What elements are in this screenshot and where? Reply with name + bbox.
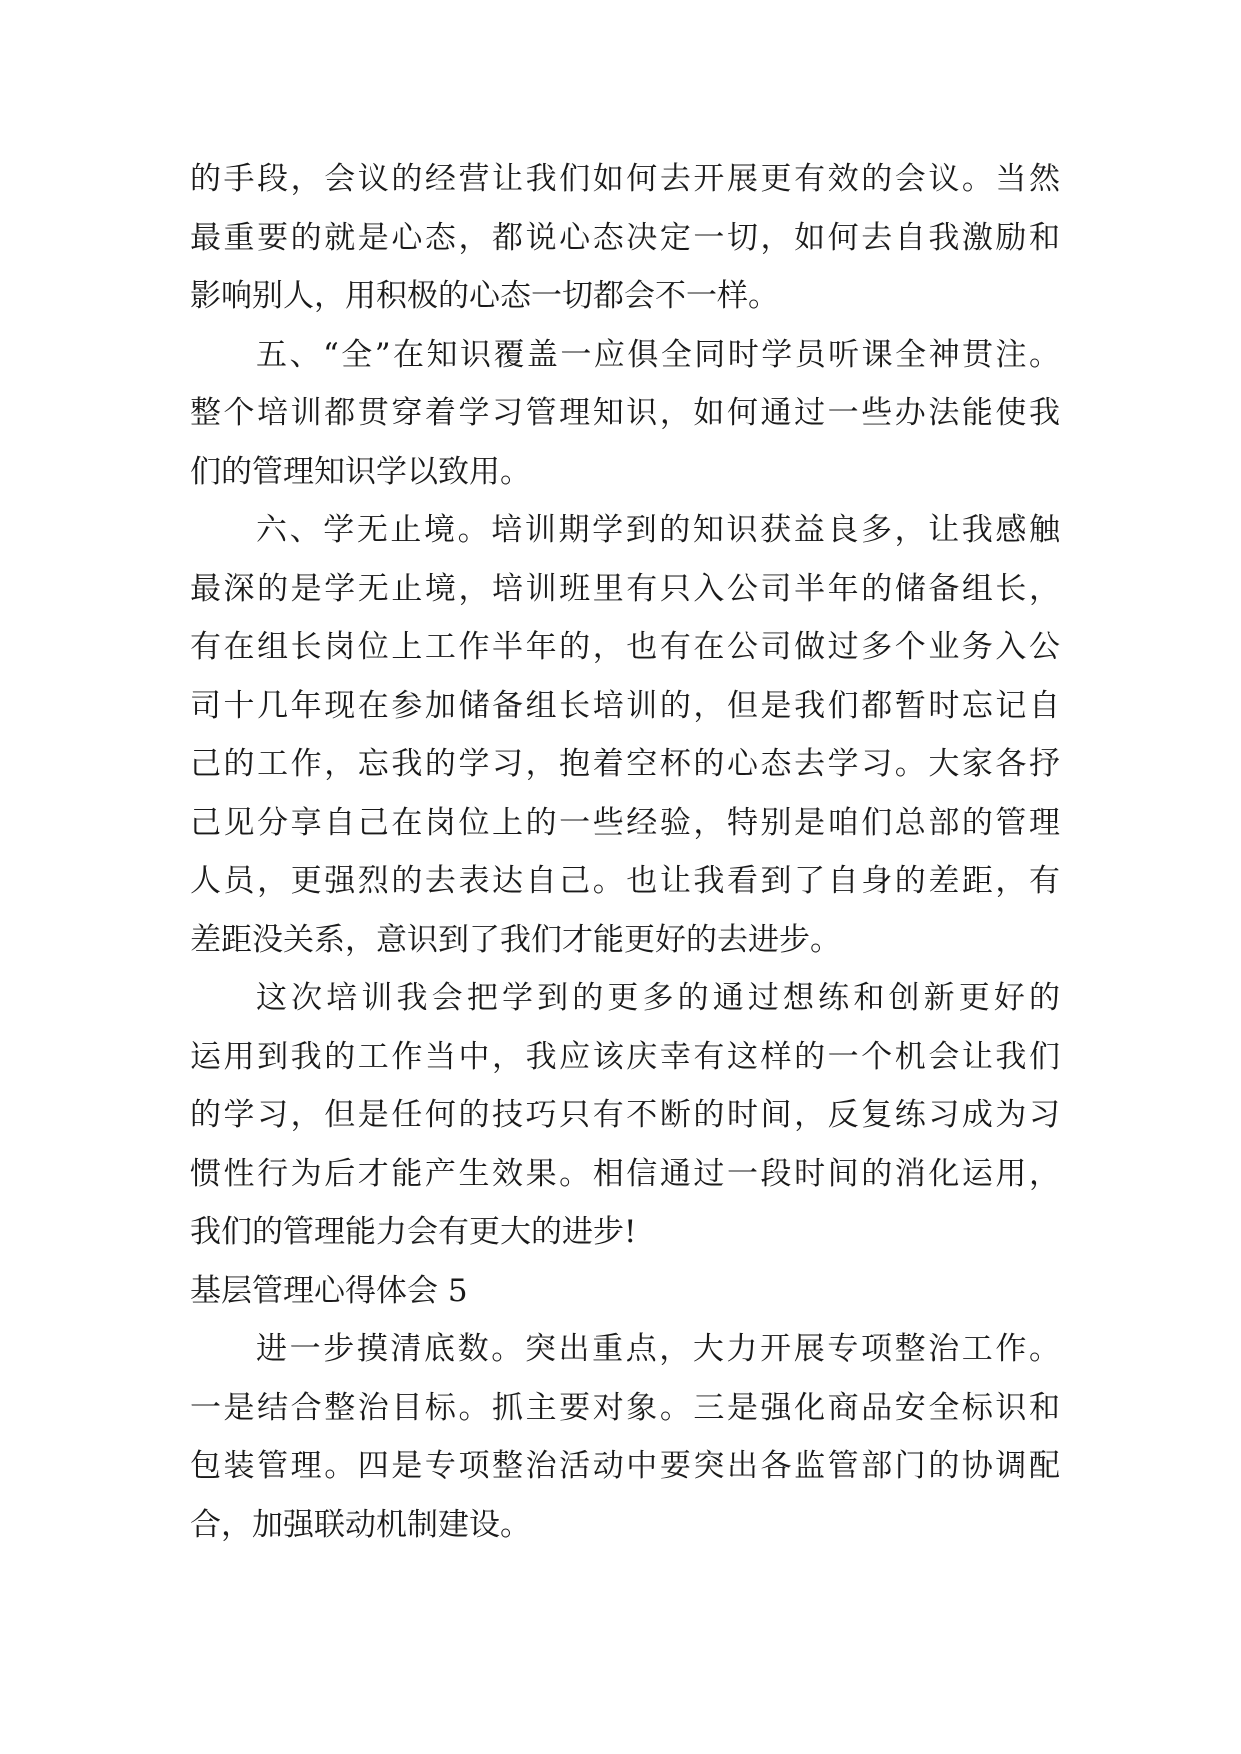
text-line: 己的工作，忘我的学习，抱着空杯的心态去学习。大家各抒 [190,746,1060,782]
text-line: 进一步摸清底数。突出重点，大力开展专项整治工作。 [256,1331,1060,1367]
text-line: 六、学无止境。培训期学到的知识获益良多，让我感触 [256,512,1060,548]
text-line: 我们的管理能力会有更大的进步! [190,1214,637,1250]
text-line: 们的管理知识学以致用。 [190,453,531,490]
text-line: 差距没关系，意识到了我们才能更好的去进步。 [190,921,841,958]
paragraph [190,150,1060,326]
text-line: 五、“全”在知识覆盖一应俱全同时学员听课全神贯注。 [256,336,1060,373]
text-line: 包装管理。四是专项整治活动中要突出各监管部门的协调配 [190,1448,1060,1484]
text-line: 的手段，会议的经营让我们如何去开展更有效的会议。当然 [190,161,1060,197]
text-line: 的学习，但是任何的技巧只有不断的时间，反复练习成为习 [190,1097,1060,1133]
paragraph [190,1320,1060,1554]
text-line: 最重要的就是心态，都说心态决定一切，如何去自我激励和 [190,219,1060,256]
text-line: 己见分享自己在岗位上的一些经验，特别是咱们总部的管理 [190,804,1060,841]
paragraph [190,326,1060,502]
section-heading: 基层管理心得体会 5 [190,1272,468,1309]
text-line: 整个培训都贯穿着学习管理知识，如何通过一些办法能使我 [190,395,1060,431]
text-line: 运用到我的工作当中，我应该庆幸有这样的一个机会让我们 [190,1038,1060,1075]
text-line: 有在组长岗位上工作半年的，也有在公司做过多个业务入公 [190,629,1060,665]
text-line: 最深的是学无止境，培训班里有只入公司半年的储备组长， [190,570,1060,607]
text-line: 这次培训我会把学到的更多的通过想练和创新更好的 [256,980,1060,1016]
text-line: 人员，更强烈的去表达自己。也让我看到了自身的差距，有 [190,863,1060,899]
text-line: 司十几年现在参加储备组长培训的，但是我们都暂时忘记自 [190,687,1060,724]
paragraph [190,501,1060,969]
text-line: 一是结合整治目标。抓主要对象。三是强化商品安全标识和 [190,1389,1060,1426]
document-page [190,150,1060,1554]
text-line: 影响别人，用积极的心态一切都会不一样。 [190,278,779,314]
paragraph [190,969,1060,1262]
text-line: 合，加强联动机制建设。 [190,1506,531,1543]
text-line: 惯性行为后才能产生效果。相信通过一段时间的消化运用， [190,1155,1060,1192]
